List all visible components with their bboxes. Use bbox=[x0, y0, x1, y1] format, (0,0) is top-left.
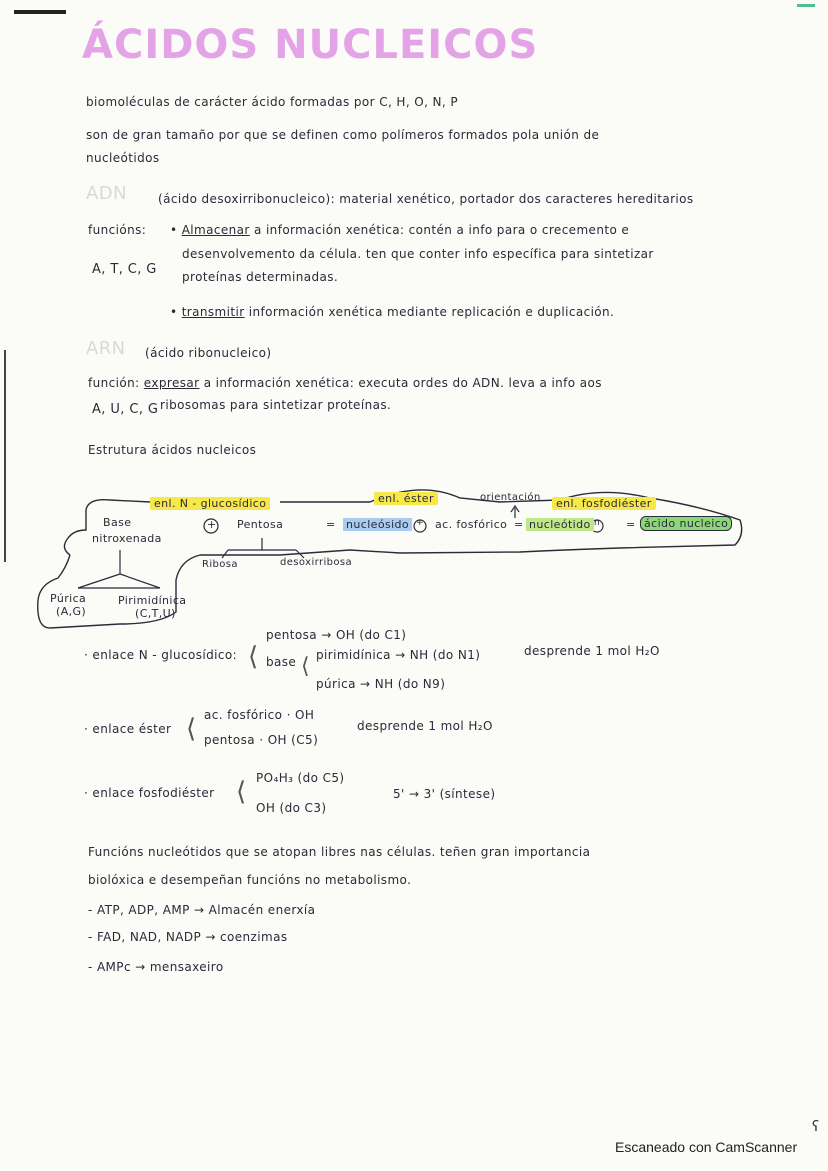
desoxirribosa-label: desoxirribosa bbox=[280, 557, 353, 568]
brace: ⟨ bbox=[186, 714, 197, 744]
adn-function-1-line: proteínas determinadas. bbox=[182, 270, 339, 284]
enlace-n-label: · enlace N - glucosídico: bbox=[84, 648, 238, 662]
intro-line: nucleótidos bbox=[86, 151, 160, 165]
tree-line bbox=[78, 574, 120, 588]
enlace-n-pentosa: pentosa → OH (do C1) bbox=[266, 628, 407, 642]
arn-bases: A, U, C, G bbox=[92, 402, 159, 417]
adn-function-1: • Almacenar a información xenética: contén a info para o crecemento e bbox=[170, 223, 630, 237]
adn-function-2: • transmitir información xenética mediante replicación e duplicación. bbox=[170, 305, 615, 319]
circled-n: n bbox=[594, 518, 601, 528]
camscanner-logo-icon: ʕ bbox=[812, 1119, 820, 1135]
nitroxenada-label: nitroxenada bbox=[92, 532, 162, 545]
enlace-fosfo-line: PO₄H₃ (do C5) bbox=[256, 771, 345, 785]
enlace-n-desprende: desprende 1 mol H₂O bbox=[524, 644, 660, 658]
enl-fosfo-label: enl. fosfodiéster bbox=[552, 497, 656, 510]
equals-sign: = bbox=[514, 518, 524, 531]
circled-plus: + bbox=[416, 518, 424, 528]
intro-line: biomoléculas de carácter ácido formadas por C, H, O, N, P bbox=[86, 95, 458, 109]
list-item: - ATP, ADP, AMP → Almacén enerxía bbox=[88, 903, 316, 917]
list-item: - FAD, NAD, NADP → coenzimas bbox=[88, 930, 288, 944]
tree-line bbox=[120, 574, 160, 588]
enlace-ester-label: · enlace éster bbox=[84, 722, 172, 736]
acido-nucleico-label: ácido nucleico bbox=[640, 517, 732, 530]
equals-sign: = bbox=[626, 518, 636, 531]
pentosa-label: Pentosa bbox=[237, 518, 284, 531]
ribosa-label: Ribosa bbox=[202, 559, 238, 570]
enl-ester-label: enl. éster bbox=[374, 492, 438, 505]
enlace-n-pirimidinica: pirimidínica → NH (do N1) bbox=[316, 648, 481, 662]
estrutura-heading: Estrutura ácidos nucleicos bbox=[88, 443, 257, 457]
funcions-label: funcións: bbox=[88, 223, 147, 237]
funcions-nucleotidos-line: Funcións nucleótidos que se atopan libres nas células. teñen gran importancia bbox=[88, 845, 591, 859]
brace: ⟨ bbox=[248, 642, 259, 672]
base-label: Base bbox=[103, 516, 132, 529]
enlace-n-purica: púrica → NH (do N9) bbox=[316, 677, 446, 691]
adn-keyword: transmitir bbox=[181, 305, 245, 319]
plus-sign: + bbox=[207, 518, 217, 531]
brace: ⟨ bbox=[236, 777, 247, 807]
pirimidinica-bases: (C,T,U) bbox=[135, 607, 176, 620]
purica-label: Púrica bbox=[50, 592, 87, 605]
adn-bases: A, T, C, G bbox=[92, 262, 157, 277]
ac-fosforico-label: ac. fosfórico bbox=[435, 518, 508, 531]
arn-description: (ácido ribonucleico) bbox=[145, 346, 272, 360]
enlace-fosfo-label: · enlace fosfodiéster bbox=[84, 786, 215, 800]
enlace-ester-line: ac. fosfórico · OH bbox=[204, 708, 315, 722]
equals-sign: = bbox=[326, 518, 336, 531]
tree-line bbox=[222, 550, 228, 558]
page-title: ÁCIDOS NUCLEICOS bbox=[82, 22, 539, 68]
enl-n-label: enl. N - glucosídico bbox=[150, 497, 270, 510]
adn-function-1-line: desenvolvemento da célula. ten que conter info específica para sintetizar bbox=[182, 247, 654, 261]
adn-heading: ADN bbox=[86, 183, 127, 204]
enlace-ester-line: pentosa · OH (C5) bbox=[204, 733, 319, 747]
funcions-nucleotidos-line: biolóxica e desempeñan funcións no metabolismo. bbox=[88, 873, 412, 887]
adn-keyword: Almacenar bbox=[181, 223, 250, 237]
funcion-label: función: expresar a información xenética: executa ordes do ADN. leva a info aos bbox=[88, 376, 602, 390]
enlace-n-base: base bbox=[266, 655, 297, 669]
adn-description: (ácido desoxirribonucleico): material xenético, portador dos caracteres hereditarios bbox=[158, 192, 694, 206]
scanner-watermark: Escaneado con CamScanner bbox=[615, 1139, 798, 1155]
enlace-fosfo-line: OH (do C3) bbox=[256, 801, 327, 815]
brace: ⟨ bbox=[301, 654, 310, 679]
arn-heading: ARN bbox=[86, 338, 126, 359]
orientacion-label: orientación bbox=[480, 492, 541, 503]
nucleosido-label: nucleósido bbox=[343, 518, 412, 531]
purica-bases: (A,G) bbox=[56, 605, 87, 618]
enlace-fosfo-sentido: 5' → 3' (síntese) bbox=[393, 787, 496, 801]
intro-line: son de gran tamaño por que se definen como polímeros formados pola unión de bbox=[86, 128, 600, 142]
enlace-ester-desprende: desprende 1 mol H₂O bbox=[357, 719, 493, 733]
arn-function-line: ribosomas para sintetizar proteínas. bbox=[160, 398, 392, 412]
pirimidinica-label: Pirimidínica bbox=[118, 594, 187, 607]
list-item: - AMPc → mensaxeiro bbox=[88, 960, 224, 974]
nucleotido-label: nucleótido bbox=[526, 518, 594, 531]
